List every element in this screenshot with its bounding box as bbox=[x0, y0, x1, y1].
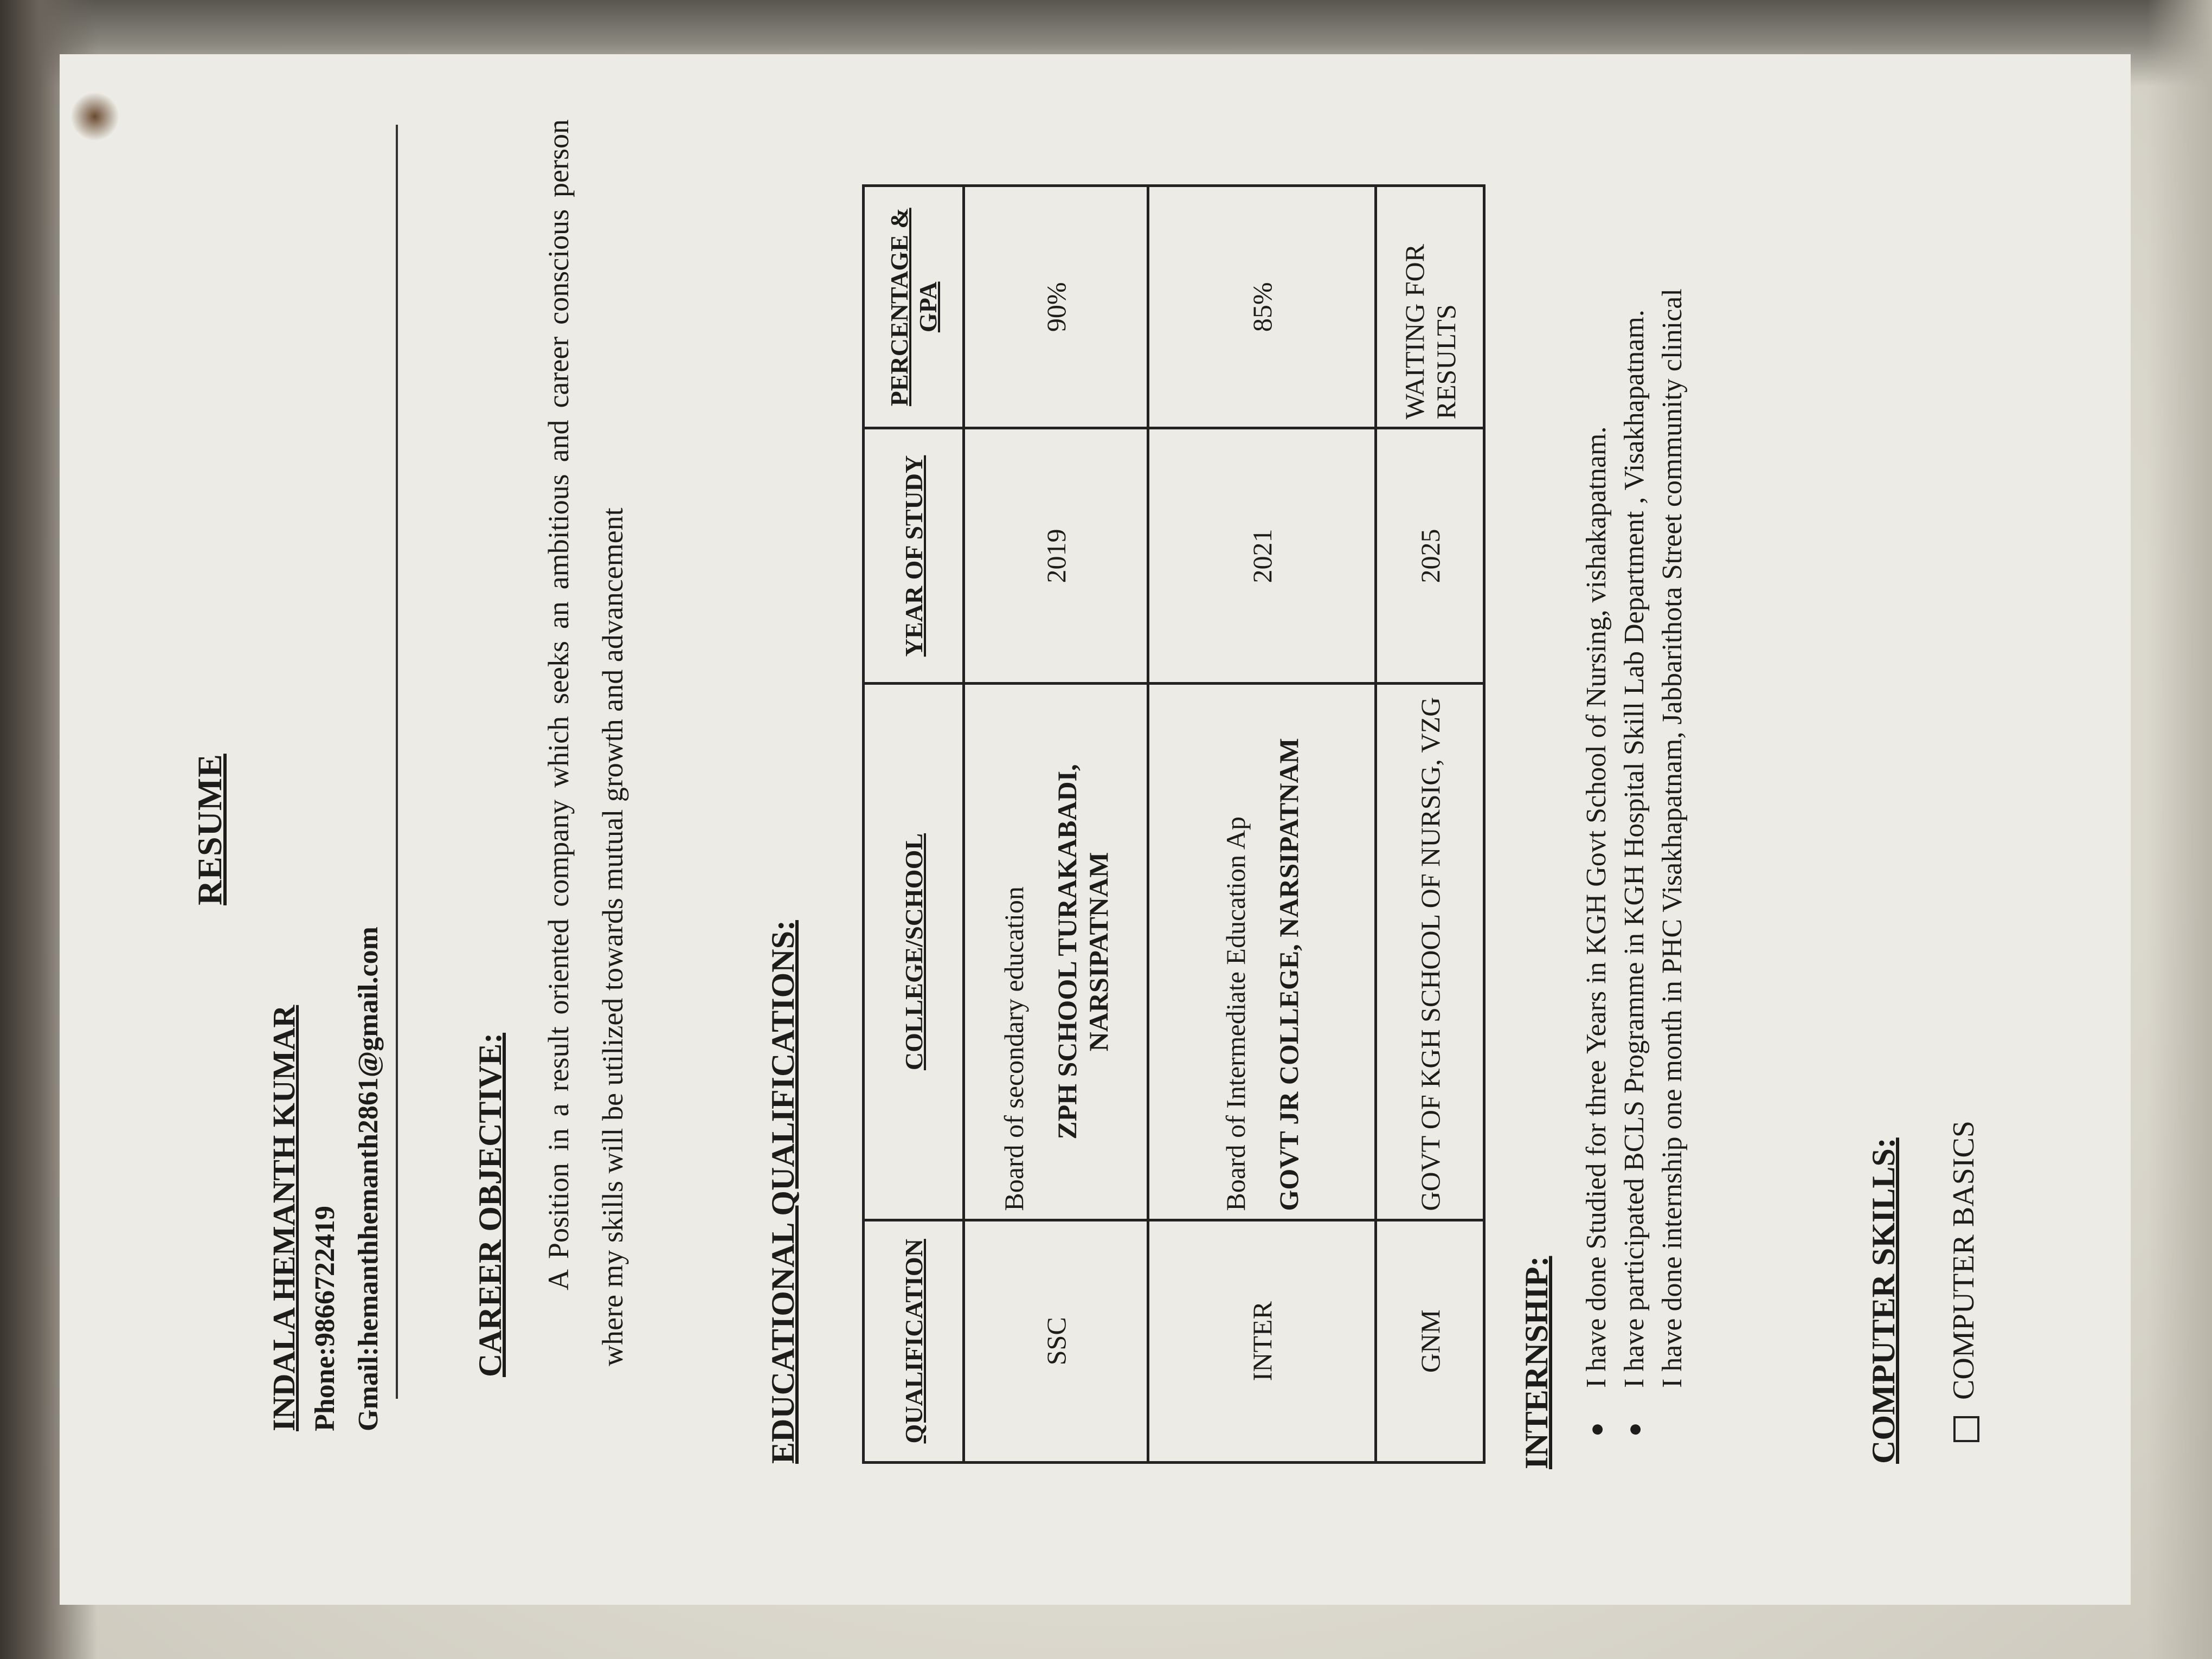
score-cell: 90% bbox=[964, 186, 1148, 428]
skill-label: COMPUTER BASICS bbox=[1947, 1120, 1980, 1400]
email-line: Gmail:hemanthhemanth2861@gmail.com bbox=[353, 927, 384, 1431]
internship-heading: INTERNSHIP: bbox=[1519, 1256, 1554, 1469]
board-name: Board of Intermediate Education Ap bbox=[1220, 816, 1251, 1211]
col-percentage-gpa: PERCENTAGE & GPA bbox=[864, 186, 964, 428]
list-item bbox=[1616, 0, 1654, 1442]
header-divider bbox=[396, 125, 398, 1399]
checkbox-icon bbox=[1953, 1416, 1979, 1442]
stain-mark bbox=[70, 92, 119, 141]
phone-line: Phone:9866722419 bbox=[310, 1206, 340, 1431]
school-name: GOVT JR COLLEGE, NARSIPATNAM bbox=[1273, 738, 1304, 1211]
school-name: ZPH SCHOOL TURAKABADI, NARSIPATNAM bbox=[1051, 764, 1114, 1140]
career-objective-text: A Position in a result oriented company which seeks an ambitious and career conscious person where my skills will be utilized towards mutual growth and advancement bbox=[542, 119, 629, 1366]
bullet-icon: ● bbox=[1621, 1422, 1648, 1437]
list-item bbox=[1654, 0, 1692, 1442]
career-objective-heading: CAREER OBJECTIVE: bbox=[472, 1032, 508, 1377]
qualification-cell: INTER bbox=[1148, 1220, 1376, 1462]
year-cell: 2025 bbox=[1376, 428, 1484, 684]
year-cell: 2021 bbox=[1148, 428, 1376, 684]
school-cell bbox=[1148, 684, 1376, 1220]
col-college-school: COLLEGE/SCHOOL bbox=[864, 684, 964, 1220]
computer-skills-heading: COMPUTER SKILLS: bbox=[1866, 1137, 1901, 1464]
qualification-cell: GNM bbox=[1376, 1220, 1484, 1462]
score-cell: WAITING FOR RESULTS bbox=[1376, 186, 1484, 428]
page-shadow-right bbox=[2147, 0, 2212, 1659]
candidate-name: INDALA HEMANTH KUMAR bbox=[266, 1005, 301, 1431]
skill-item bbox=[1946, 1121, 1981, 1442]
internship-text: I have done Studied for three Years in KGH Govt School of Nursing, vishakapatnam. bbox=[1581, 426, 1612, 1388]
table-row bbox=[1148, 186, 1376, 1463]
school-cell bbox=[1376, 684, 1484, 1220]
school-name: GOVT OF KGH SCHOOL OF NURSIG, VZG bbox=[1414, 697, 1445, 1211]
list-item bbox=[1578, 0, 1616, 1442]
education-heading: EDUCATIONAL QUALIFICATIONS: bbox=[765, 920, 801, 1464]
internship-text: I have participated BCLS Programme in KGH Hospital Skill Lab Department , Visakhapatnam. bbox=[1619, 310, 1650, 1388]
resume-title: RESUME bbox=[190, 754, 229, 905]
resume-sheet bbox=[60, 54, 2131, 1605]
internship-list bbox=[1578, 0, 1692, 1442]
table-row bbox=[1376, 186, 1484, 1463]
table-header-row bbox=[864, 186, 964, 1463]
education-table bbox=[862, 184, 1486, 1464]
col-qualification: QUALIFICATION bbox=[864, 1220, 964, 1462]
school-cell bbox=[964, 684, 1148, 1220]
col-year-of-study: YEAR OF STUDY bbox=[864, 428, 964, 684]
bullet-icon: ● bbox=[1583, 1422, 1610, 1437]
qualification-cell: SSC bbox=[964, 1220, 1148, 1462]
score-cell: 85% bbox=[1148, 186, 1376, 428]
year-cell: 2019 bbox=[964, 428, 1148, 684]
table-row bbox=[964, 186, 1148, 1463]
internship-text: I have done internship one month in PHC Visakhapatnam, Jabbarithota Street community clinical bbox=[1657, 288, 1688, 1388]
board-name: Board of secondary education bbox=[998, 886, 1029, 1211]
